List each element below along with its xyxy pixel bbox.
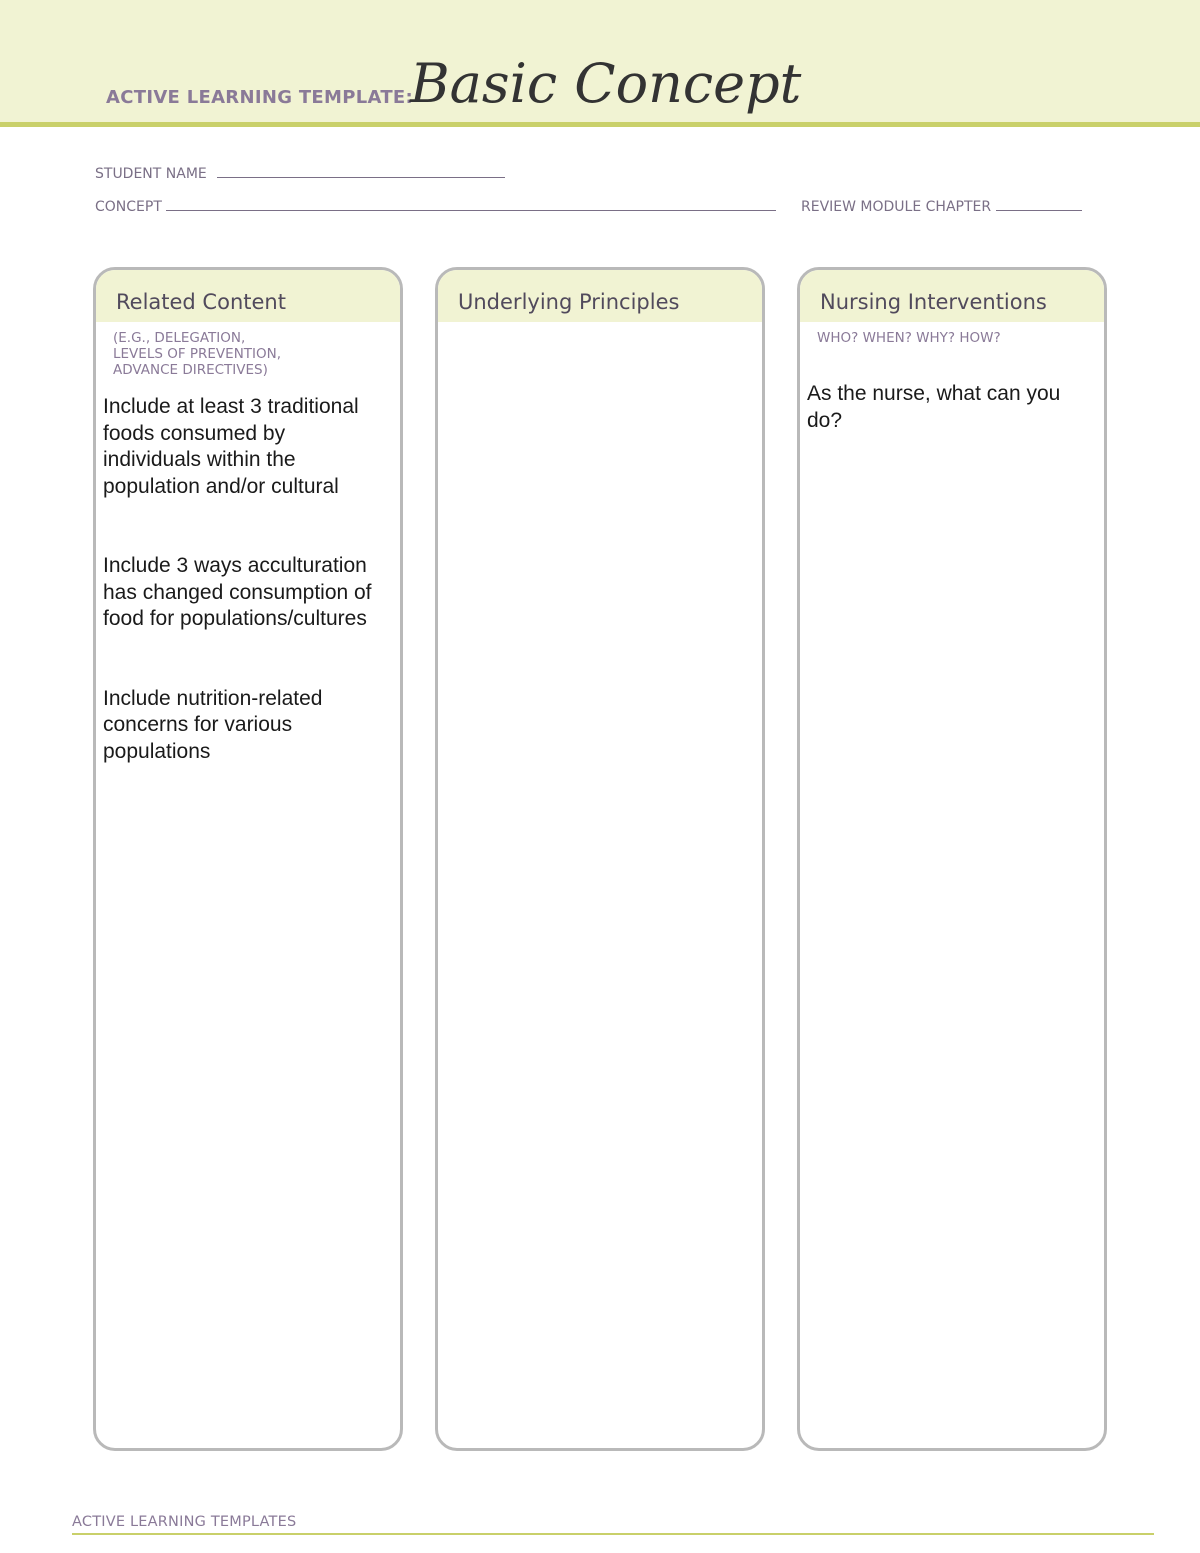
related-content-box[interactable] — [93, 267, 403, 1451]
nutrition-concerns-prompt: Include nutrition-related concerns for various populations — [103, 686, 323, 763]
traditional-foods-prompt: Include at least 3 traditional foods consumed by individuals within the population and/or cultural — [103, 395, 359, 498]
nursing-interventions-box[interactable] — [797, 267, 1107, 1451]
review-module-chapter-field[interactable] — [801, 198, 1082, 215]
review-module-chapter-label: REVIEW MODULE CHAPTER — [801, 199, 992, 215]
header-rule — [0, 122, 1200, 127]
related-content-heading: Related Content — [96, 270, 400, 322]
related-content-example-line: ADVANCE DIRECTIVES) — [113, 362, 268, 378]
page-title: Basic Concept — [410, 52, 802, 115]
nurse-action-prompt: As the nurse, what can you do? — [807, 382, 1061, 432]
acculturation-prompt: Include 3 ways acculturation has changed consumption of food for populations/cultures — [103, 554, 372, 630]
concept-line — [166, 198, 776, 211]
underlying-principles-heading: Underlying Principles — [438, 270, 762, 322]
review-module-chapter-line — [996, 198, 1082, 211]
related-content-example-line: LEVELS OF PREVENTION, — [113, 346, 282, 362]
concept-label: CONCEPT — [95, 199, 162, 215]
student-name-line — [217, 165, 505, 178]
student-name-field[interactable] — [95, 165, 505, 182]
nursing-interventions-questions: WHO? WHEN? WHY? HOW? — [817, 330, 1001, 346]
underlying-principles-box[interactable] — [435, 267, 765, 1451]
footer-rule — [72, 1533, 1154, 1535]
nursing-interventions-heading: Nursing Interventions — [800, 270, 1104, 322]
related-content-examples — [96, 322, 400, 378]
student-name-label: STUDENT NAME — [95, 166, 207, 182]
footer-label: ACTIVE LEARNING TEMPLATES — [72, 1514, 297, 1530]
related-content-example-line: (E.G., DELEGATION, — [113, 330, 246, 346]
concept-field[interactable] — [95, 198, 776, 215]
header-label: ACTIVE LEARNING TEMPLATE: — [106, 87, 413, 108]
